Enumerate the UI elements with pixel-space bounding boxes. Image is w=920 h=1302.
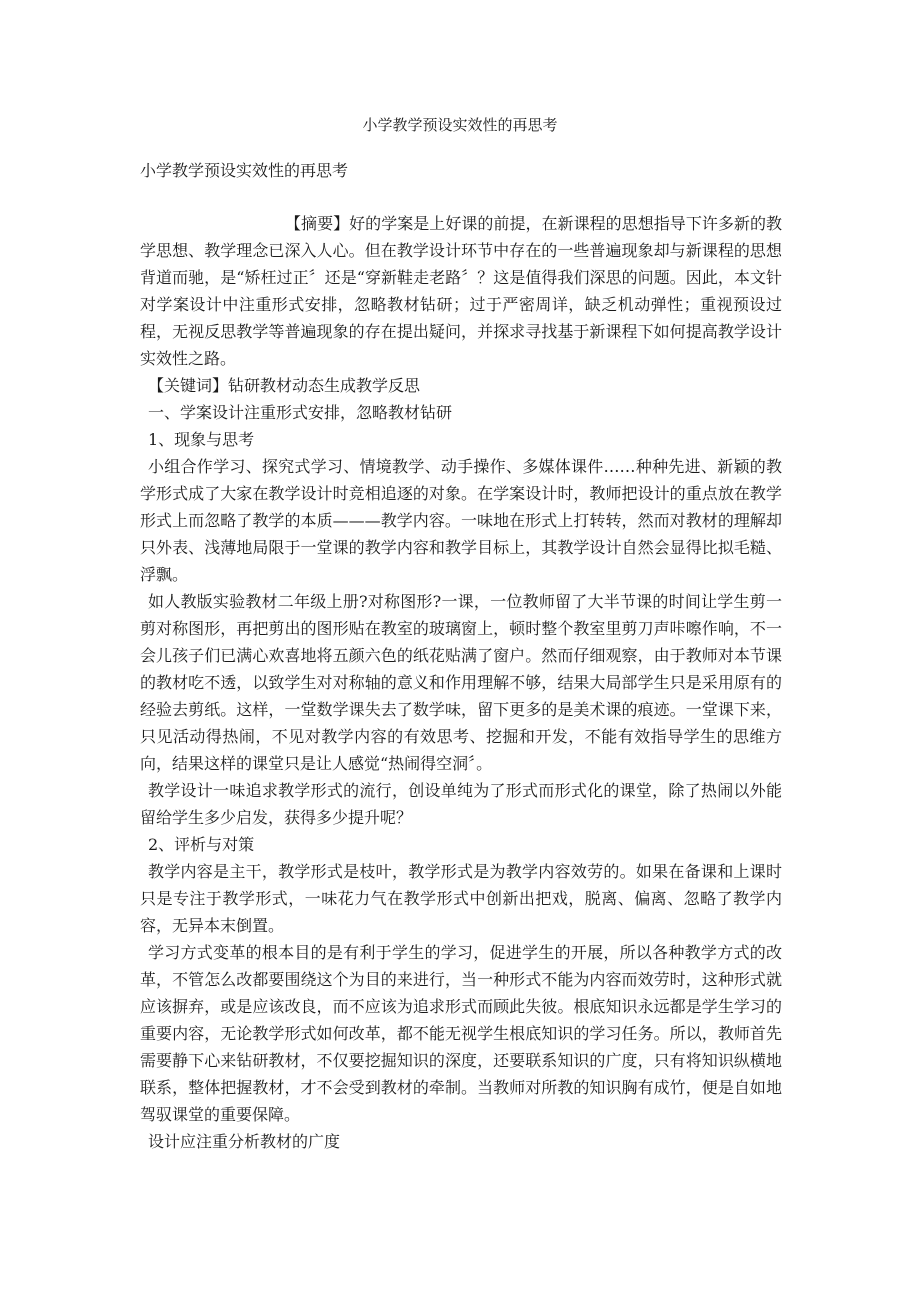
abstract-paragraph: 【摘要】好的学案是上好课的前提，在新课程的思想指导下许多新的教学思想、教学理念已深入人心。但在教学设计环节中存在的一些普遍现象却与新课程的思想背道而驰，是“矫枉过正〞还是“穿新鞋走老路〞？这是值得我们深思的问题。因此，本文针对学案设计中注重形式安排，忽略教材钻研；过于严密周详，缺乏机动弹性；重视预设过程，无视反思教学等普遍现象的存在提出疑问，并探求寻找基于新课程下如何提高教学设计实效性之路。	[140, 214, 782, 368]
body-paragraph: 如人教版实验教材二年级上册?对称图形?一课，一位教师留了大半节课的时间让学生剪一剪对称图形，再把剪出的图形贴在教室的玻璃窗上，顿时整个教室里剪刀声咔嚓作响，不一会儿孩子们已满心欢喜地将五颜六色的纸花贴满了窗户。然而仔细观察，由于教师对本节课的教材吃不透，以致学生对对称轴的意义和作用理解不够，结果大局部学生只是采用原有的经验去剪纸。这样，一堂数学课失去了数学味，留下更多的是美术课的痕迹。一堂课下来，只见活动得热闹，不见对教学内容的有效思考、挖掘和开发，不能有效指导学生的思维方向，结果这样的课堂只是让人感觉“热闹得空洞〞。	[140, 592, 782, 773]
body-paragraph: 小组合作学习、探究式学习、情境教学、动手操作、多媒体课件……种种先进、新颖的教学形式成了大家在教学设计时竞相追逐的对象。在学案设计时，教师把设计的重点放在教学形式上而忽略了教学的本质———教学内容。一味地在形式上打转转，然而对教材的理解却只外表、浅薄地局限于一堂课的教学内容和教学目标上，其教学设计自然会显得比拟毛糙、浮飘。	[140, 457, 782, 584]
keywords-paragraph: 【关键词】钻研教材动态生成教学反思	[148, 376, 421, 395]
document-body	[140, 210, 782, 1155]
subsection-heading: 1、现象与思考	[148, 430, 255, 449]
body-paragraph: 教学设计一味追求教学形式的流行，创设单纯为了形式而形式化的课堂，除了热闹以外能留给学生多少启发，获得多少提升呢？	[140, 781, 782, 827]
subsection-heading: 2、评析与对策	[148, 835, 255, 854]
body-paragraph: 设计应注重分析教材的广度	[148, 1132, 341, 1151]
document-title: 小学教学预设实效性的再思考	[362, 116, 558, 134]
body-paragraph: 学习方式变革的根本目的是有利于学生的学习，促进学生的开展，所以各种教学方式的改革，不管怎么改都要围绕这个为目的来进行，当一种形式不能为内容而效劳时，这种形式就应该摒弃，或是应该改良，而不应该为追求形式而顾此失彼。根底知识永远都是学生学习的重要内容，无论教学形式如何改革，都不能无视学生根底知识的学习任务。所以，教师首先需要静下心来钻研教材，不仅要挖掘知识的深度，还要联系知识的广度，只有将知识纵横地联系，整体把握教材，才不会受到教材的牵制。当教师对所教的知识胸有成竹，便是自如地驾驭课堂的重要保障。	[140, 943, 782, 1124]
document-subtitle: 小学教学预设实效性的再思考	[140, 161, 349, 180]
section-heading: 一、学案设计注重形式安排，忽略教材钻研	[148, 403, 453, 422]
body-paragraph: 教学内容是主干，教学形式是枝叶，教学形式是为教学内容效劳的。如果在备课和上课时只是专注于教学形式，一味花力气在教学形式中创新出把戏，脱离、偏离、忽略了教学内容，无异本末倒置。	[140, 862, 782, 935]
